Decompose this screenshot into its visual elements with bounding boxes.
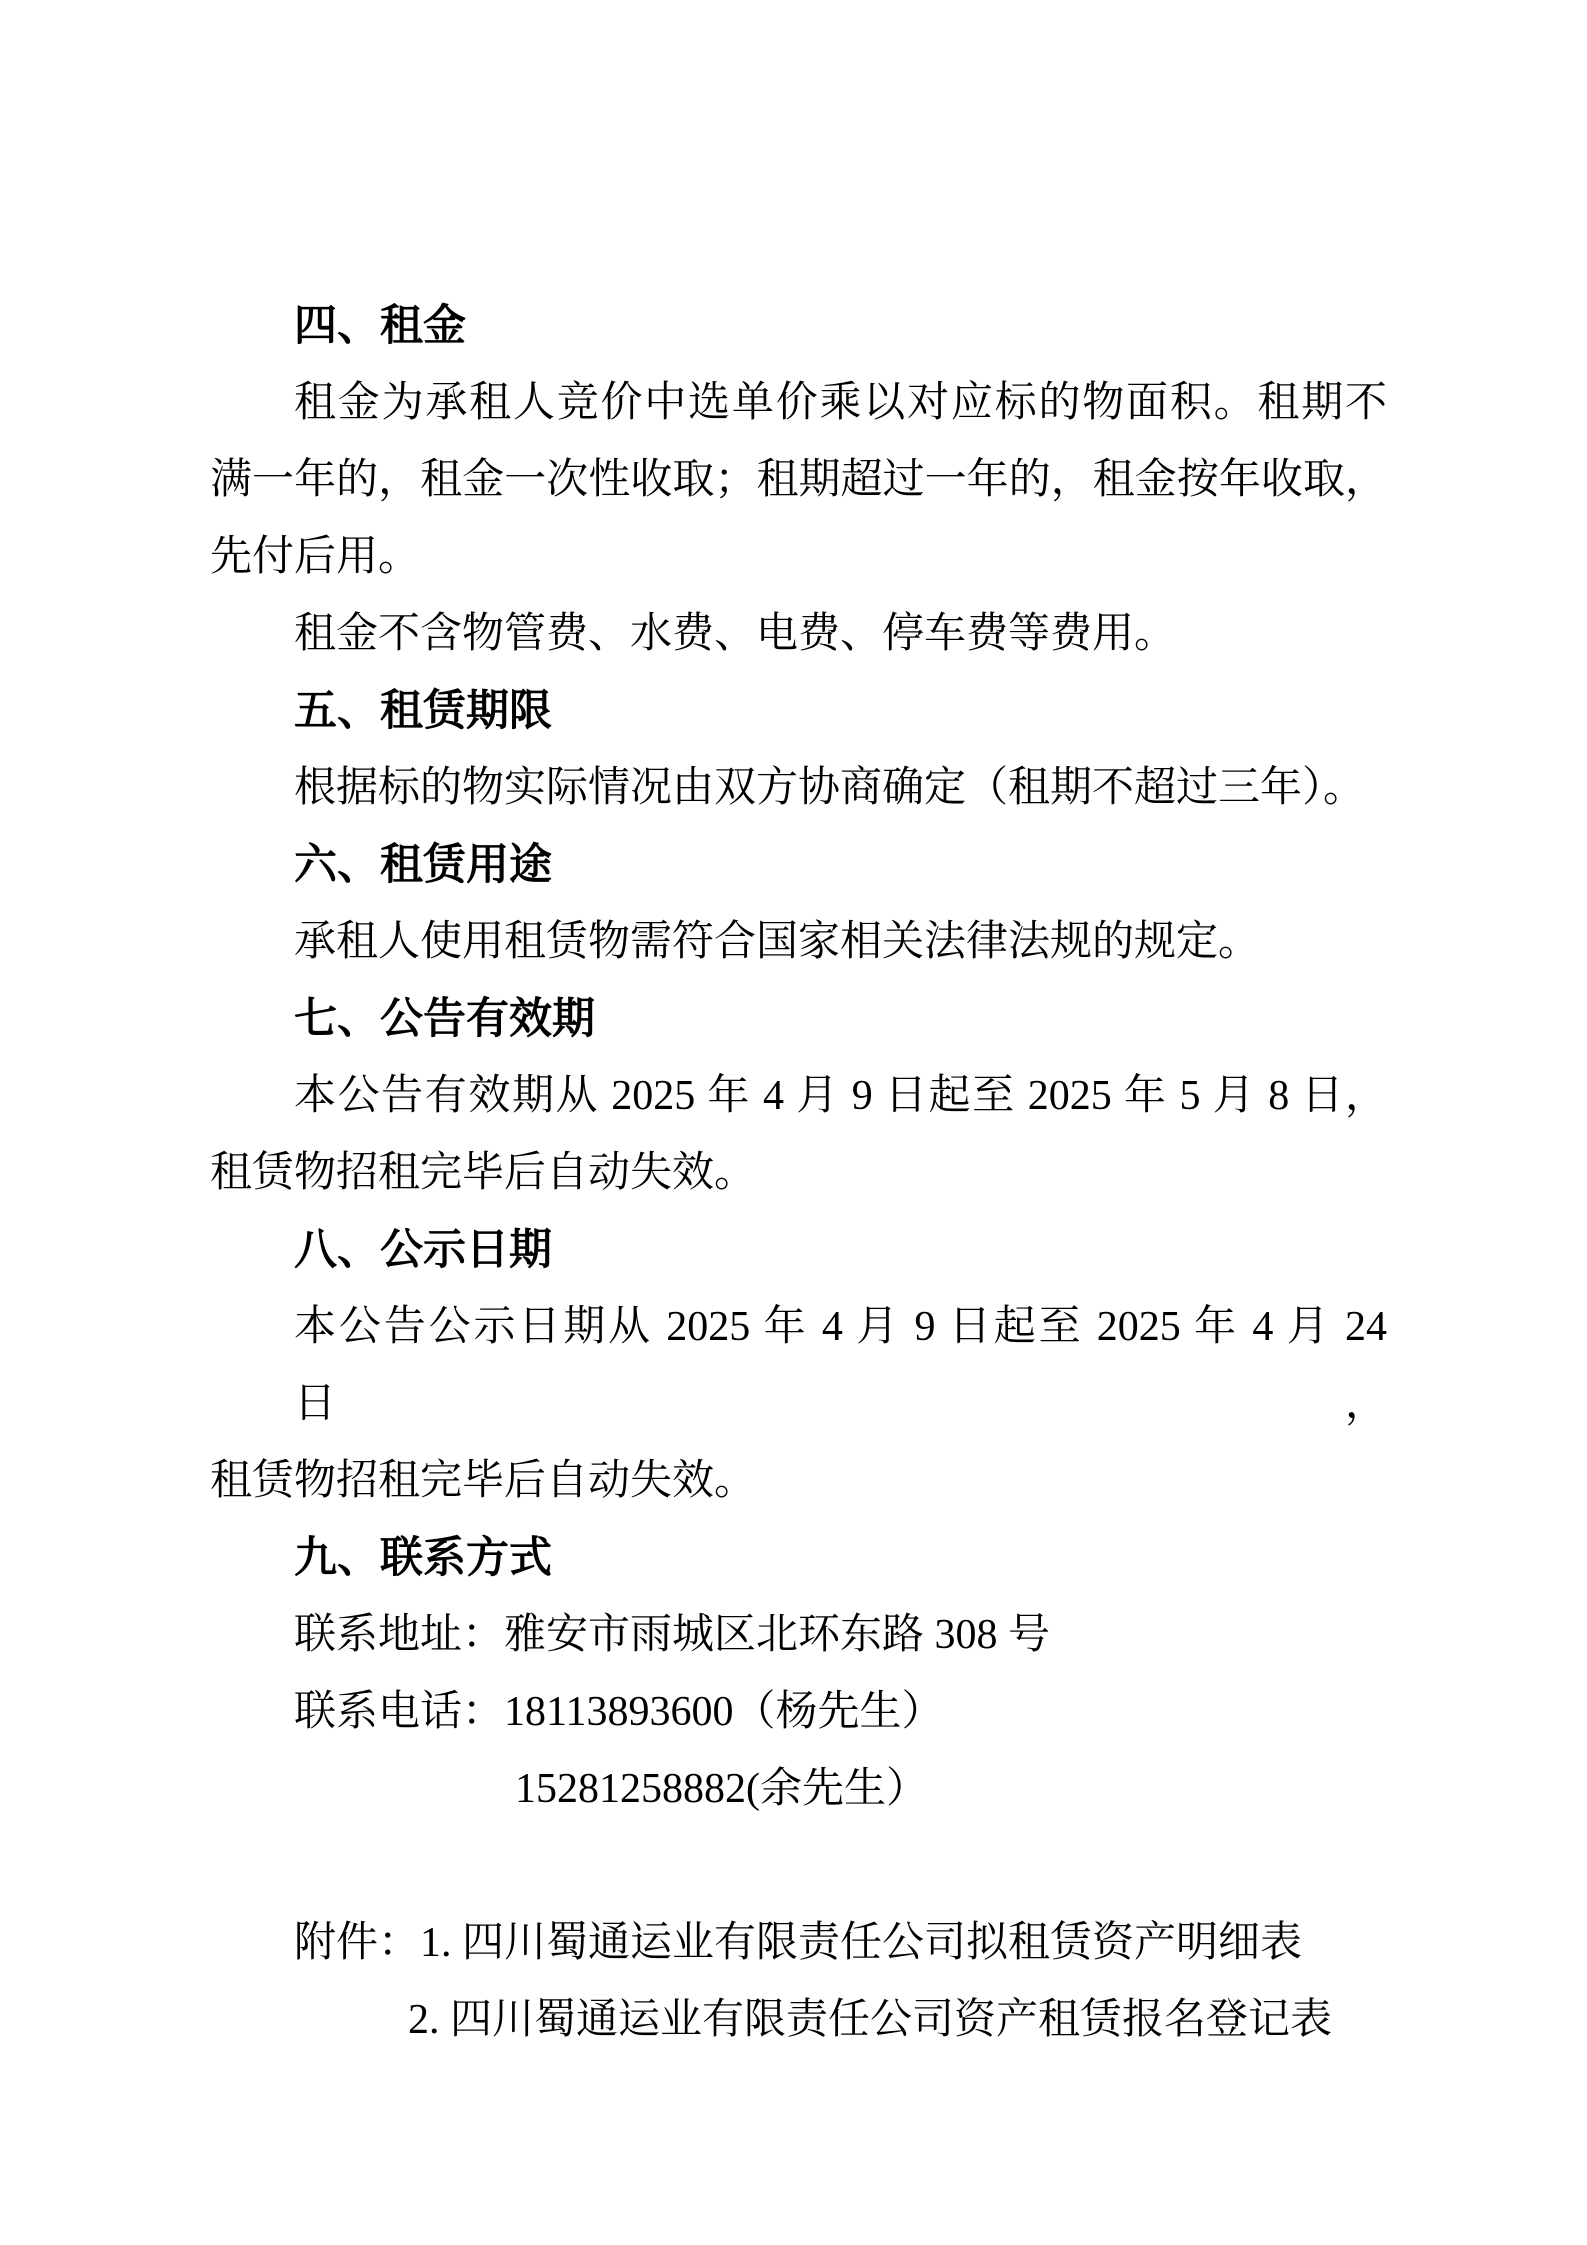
validity-period-line-2: 租赁物招租完毕后自动失效。: [210, 1150, 757, 1196]
section-heading-lease-term: 五、租赁期限: [294, 687, 552, 735]
blank-line: [210, 1828, 1387, 1905]
section-heading-validity-period: 七、公告有效期: [294, 995, 595, 1043]
attachments-label: 附件：: [294, 1920, 421, 1966]
rent-paragraph-line-2: 满一年的，租金一次性收取；租期超过一年的，租金按年收取，: [210, 457, 1387, 503]
attachment-item-1: 1. 四川蜀通运业有限责任公司拟租赁资产明细表: [420, 1920, 1303, 1966]
attachments-line-2: 2. 四川蜀通运业有限责任公司资产租赁报名登记表: [408, 1997, 1333, 2043]
contact-address-line: 联系地址：雅安市雨城区北环东路 308 号: [294, 1612, 1051, 1658]
publicity-date-line-2: 租赁物招租完毕后自动失效。: [210, 1458, 757, 1504]
rent-fees-line: 租金不含物管费、水费、电费、停车费等费用。: [294, 611, 1177, 657]
section-heading-publicity-date: 八、公示日期: [294, 1226, 552, 1274]
section-heading-rent: 四、租金: [294, 302, 466, 350]
publicity-date-line-1: 本公告公示日期从 2025 年 4 月 9 日起至 2025 年 4 月 24 日，: [294, 1304, 1387, 1427]
rent-paragraph-line-1: 租金为承租人竞价中选单价乘以对应标的物面积。租期不: [294, 380, 1387, 426]
section-heading-contact: 九、联系方式: [294, 1534, 552, 1582]
contact-phone-line-1: 联系电话：18113893600（杨先生）: [294, 1689, 944, 1735]
contact-phone-line-2: 15281258882(余先生）: [515, 1766, 928, 1812]
rent-paragraph-line-3: 先付后用。: [210, 534, 421, 580]
attachments-line-1: [210, 1905, 1387, 1982]
lease-term-line: 根据标的物实际情况由双方协商确定（租期不超过三年）。: [294, 765, 1366, 811]
validity-period-line-1: 本公告有效期从 2025 年 4 月 9 日起至 2025 年 5 月 8 日，: [294, 1073, 1387, 1119]
lease-use-line: 承租人使用租赁物需符合国家相关法律法规的规定。: [294, 919, 1261, 965]
section-heading-lease-use: 六、租赁用途: [294, 841, 552, 889]
